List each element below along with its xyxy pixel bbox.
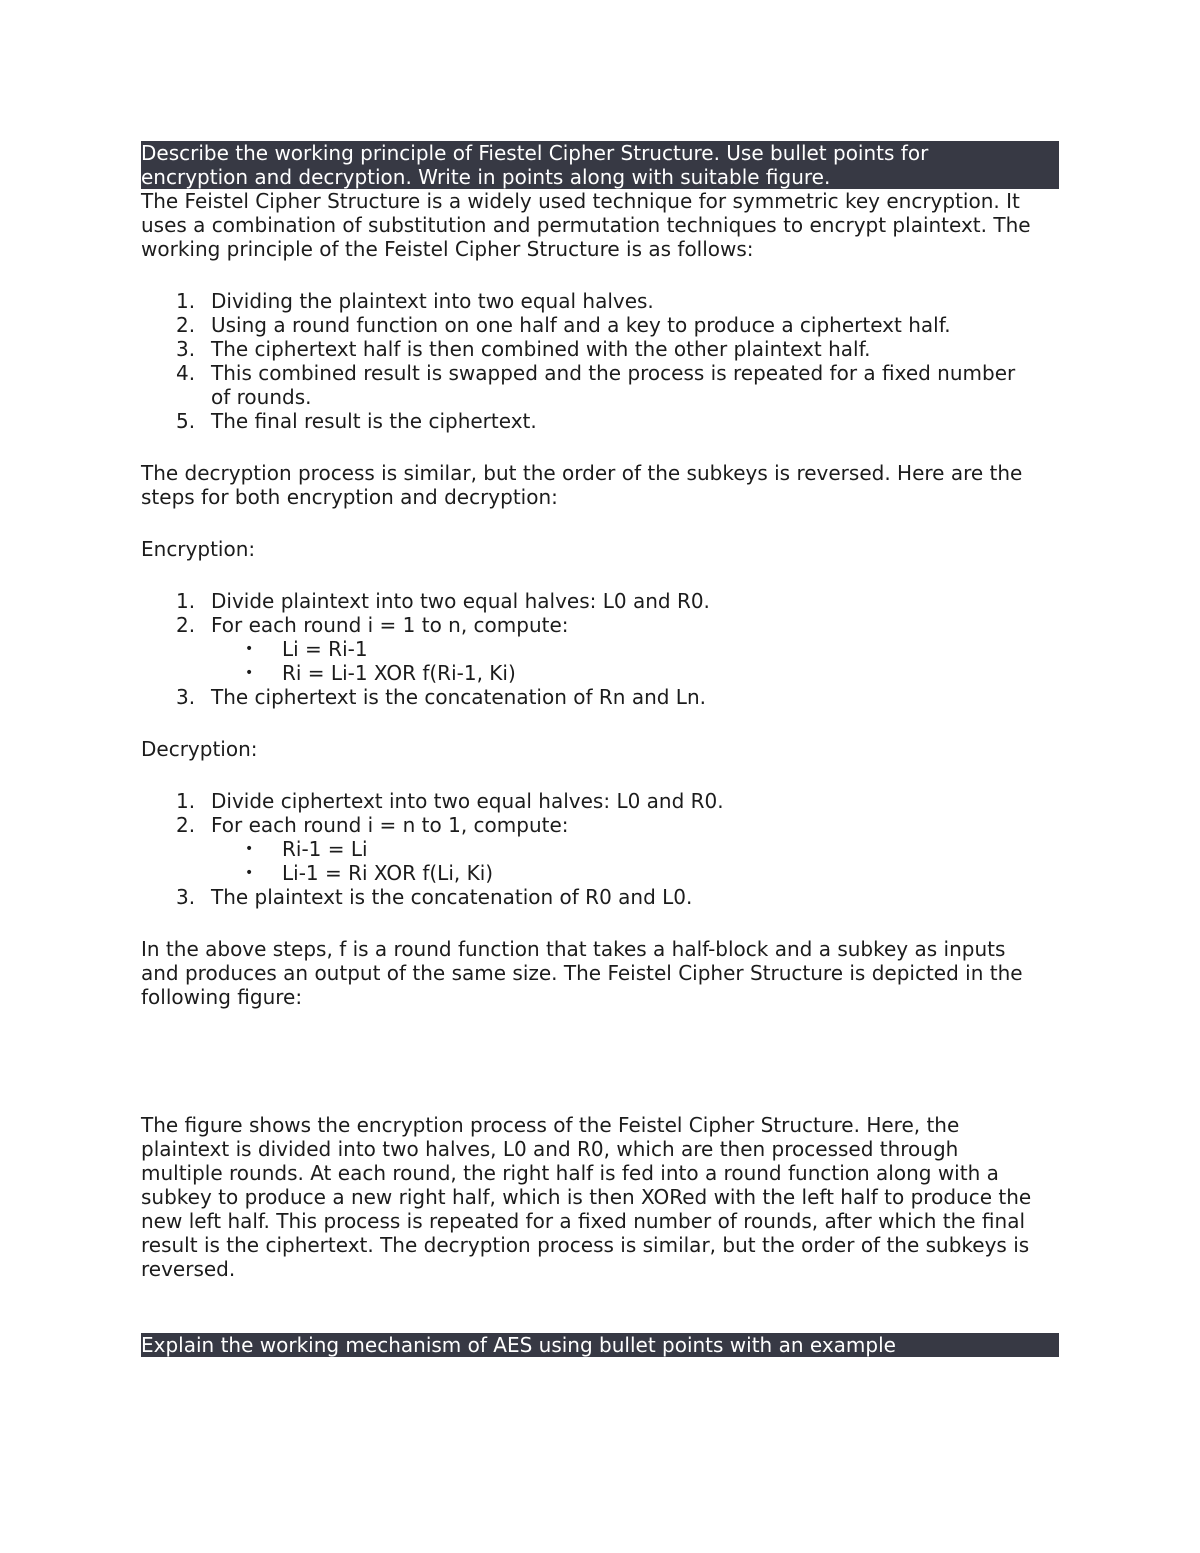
- list-number: 3.: [176, 337, 196, 361]
- figure-description-paragraph: [141, 1113, 1059, 1281]
- list-item: [141, 361, 1059, 409]
- bullet-item: [211, 637, 1059, 661]
- paragraph-line: plaintext is divided into two halves, L0 and R0, which are then processed through: [141, 1137, 959, 1161]
- list-number: 2.: [176, 313, 196, 337]
- list-item: [141, 589, 1059, 613]
- list-item: [141, 813, 1059, 885]
- bullet-text: Ri = Li-1 XOR f(Ri-1, Ki): [282, 661, 516, 685]
- bullet-text: Li = Ri-1: [282, 637, 368, 661]
- document-page: [141, 141, 1059, 1357]
- paragraph-line: uses a combination of substitution and permutation techniques to encrypt plaintext. The: [141, 213, 1031, 237]
- list-number: 2.: [176, 813, 196, 837]
- spacer: [141, 909, 1059, 937]
- list-number: 1.: [176, 289, 196, 313]
- list-item-text: The ciphertext half is then combined with the other plaintext half.: [211, 337, 871, 361]
- bullet-item: [211, 837, 1059, 861]
- list-number: 3.: [176, 685, 196, 709]
- bullet-icon: •: [245, 641, 254, 657]
- list-item-text: The ciphertext is the concatenation of Rn and Ln.: [211, 685, 706, 709]
- spacer: [141, 509, 1059, 537]
- paragraph-line: multiple rounds. At each round, the right half is fed into a round function along with a: [141, 1161, 999, 1185]
- spacer: [141, 261, 1059, 289]
- spacer: [141, 761, 1059, 789]
- list-item: [141, 789, 1059, 813]
- bullet-icon: •: [245, 865, 254, 881]
- paragraph-line: new left half. This process is repeated for a fixed number of rounds, after which the final: [141, 1209, 1026, 1233]
- list-item-text: of rounds.: [211, 385, 312, 409]
- bullet-item: [211, 861, 1059, 885]
- list-item-text: Divide ciphertext into two equal halves: L0 and R0.: [211, 789, 724, 813]
- list-item-text: For each round i = n to 1, compute:: [211, 813, 569, 837]
- list-number: 1.: [176, 589, 196, 613]
- list-item-text: The plaintext is the concatenation of R0 and L0.: [211, 885, 693, 909]
- bullet-text: Li-1 = Ri XOR f(Li, Ki): [282, 861, 494, 885]
- list-item-text: Divide plaintext into two equal halves: L0 and R0.: [211, 589, 710, 613]
- question-line: encryption and decryption. Write in points along with suitable figure.: [141, 165, 831, 189]
- paragraph-line: subkey to produce a new right half, which is then XORed with the left half to produce the: [141, 1185, 1032, 1209]
- list-number: 1.: [176, 789, 196, 813]
- paragraph-line: reversed.: [141, 1257, 236, 1281]
- principle-steps-list: [141, 289, 1059, 433]
- intro-paragraph: [141, 189, 1059, 261]
- decryption-steps-list: [141, 789, 1059, 909]
- bullet-icon: •: [245, 665, 254, 681]
- paragraph-line: In the above steps, f is a round function that takes a half-block and a subkey as inputs: [141, 937, 1006, 961]
- decryption-note-paragraph: [141, 461, 1059, 509]
- list-item-text: This combined result is swapped and the process is repeated for a fixed number: [211, 361, 1016, 385]
- paragraph-line: The decryption process is similar, but the order of the subkeys is reversed. Here are the: [141, 461, 1023, 485]
- question-line: Explain the working mechanism of AES using bullet points with an example: [141, 1333, 896, 1357]
- paragraph-line: working principle of the Feistel Cipher Structure is as follows:: [141, 237, 754, 261]
- list-item-text: For each round i = 1 to n, compute:: [211, 613, 569, 637]
- decryption-bullet-list: [211, 837, 1059, 885]
- list-item-text: The final result is the ciphertext.: [211, 409, 537, 433]
- round-function-paragraph: [141, 937, 1059, 1009]
- list-item: [141, 409, 1059, 433]
- list-item: [141, 685, 1059, 709]
- encryption-steps-list: [141, 589, 1059, 709]
- list-number: 4.: [176, 361, 196, 385]
- paragraph-line: The Feistel Cipher Structure is a widely used technique for symmetric key encryption. It: [141, 189, 1020, 213]
- list-item: [141, 289, 1059, 313]
- list-number: 5.: [176, 409, 196, 433]
- paragraph-line: steps for both encryption and decryption:: [141, 485, 558, 509]
- list-number: 3.: [176, 885, 196, 909]
- paragraph-line: result is the ciphertext. The decryption process is similar, but the order of the subkeys is: [141, 1233, 1030, 1257]
- question-heading-feistel: [141, 141, 1059, 189]
- list-item-text: Dividing the plaintext into two equal halves.: [211, 289, 654, 313]
- encryption-heading: Encryption:: [141, 537, 256, 561]
- bullet-text: Ri-1 = Li: [282, 837, 368, 861]
- encryption-bullet-list: [211, 637, 1059, 685]
- spacer: [141, 433, 1059, 461]
- figure-placeholder: [141, 1009, 1059, 1113]
- bullet-item: [211, 661, 1059, 685]
- list-number: 2.: [176, 613, 196, 637]
- list-item: [141, 613, 1059, 685]
- decryption-heading: Decryption:: [141, 737, 258, 761]
- bullet-icon: •: [245, 841, 254, 857]
- spacer: [141, 1281, 1059, 1333]
- question-heading-aes: [141, 1333, 1059, 1357]
- spacer: [141, 709, 1059, 737]
- list-item-text: Using a round function on one half and a key to produce a ciphertext half.: [211, 313, 951, 337]
- paragraph-line: following figure:: [141, 985, 303, 1009]
- spacer: [141, 561, 1059, 589]
- paragraph-line: The figure shows the encryption process of the Feistel Cipher Structure. Here, the: [141, 1113, 960, 1137]
- list-item: [141, 337, 1059, 361]
- list-item: [141, 313, 1059, 337]
- list-item: [141, 885, 1059, 909]
- paragraph-line: and produces an output of the same size. The Feistel Cipher Structure is depicted in the: [141, 961, 1023, 985]
- question-line: Describe the working principle of Fiestel Cipher Structure. Use bullet points for: [141, 141, 929, 165]
